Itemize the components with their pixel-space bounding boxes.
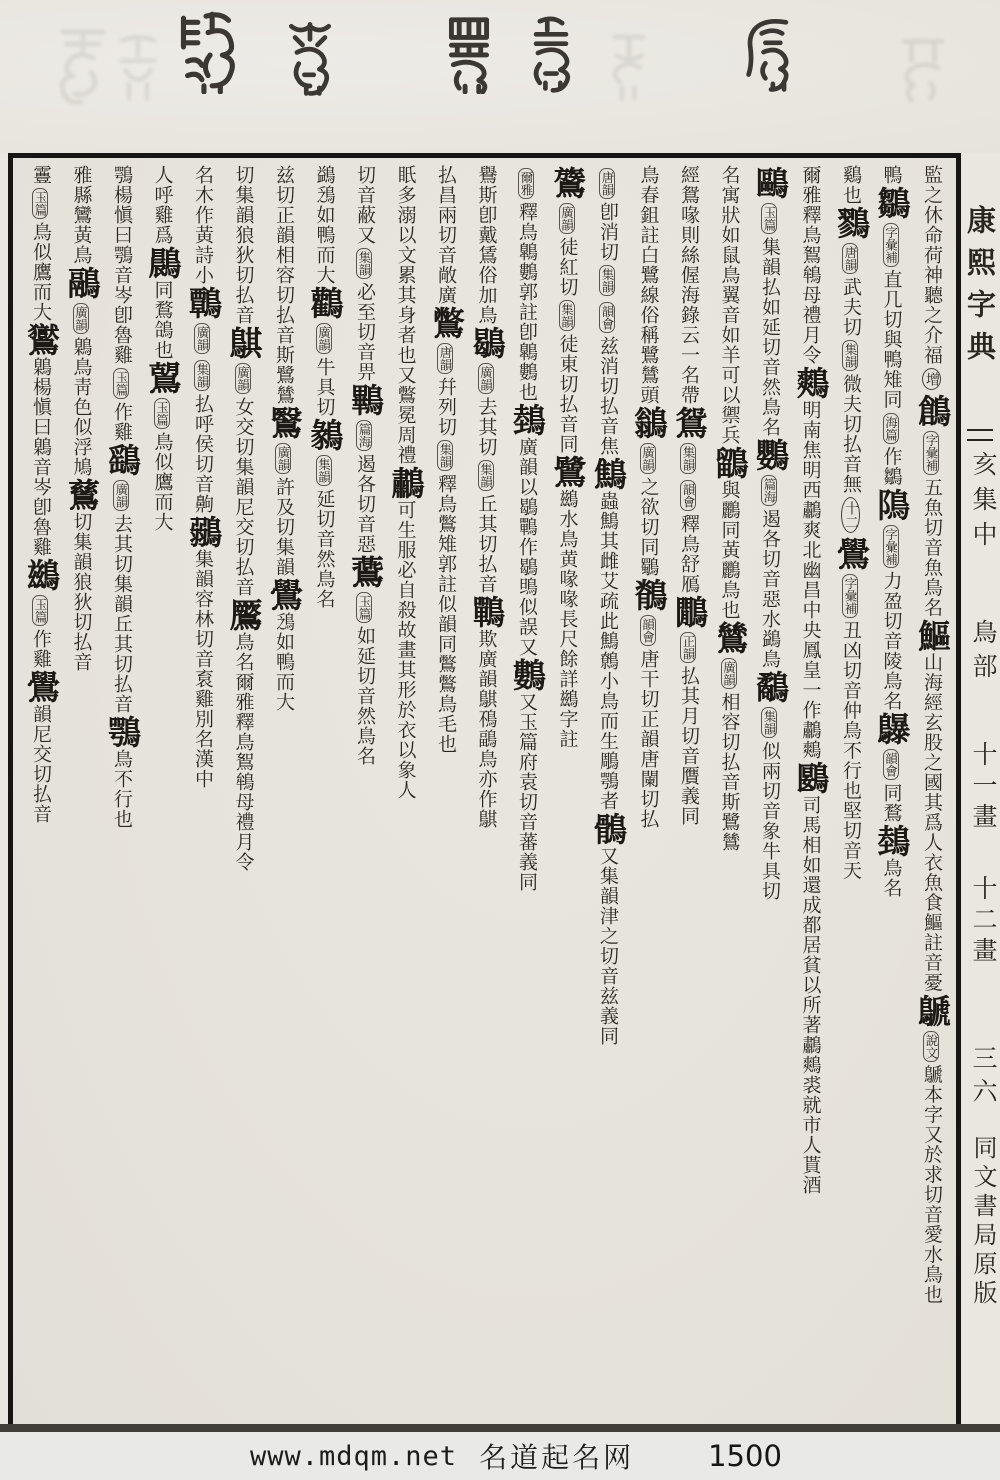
source-label: 廣韻 <box>113 480 129 511</box>
body-text: 払呼侯切音齁 <box>192 394 213 514</box>
seal-character-5 <box>743 12 799 96</box>
body-text: 又集韻津之切音兹義同 <box>597 846 618 1046</box>
source-label: 廣韻 <box>640 443 656 474</box>
source-label: 集韻 <box>194 360 210 391</box>
headword-char: 鷝 <box>346 383 382 416</box>
text-column <box>749 165 790 1418</box>
headword-char: 鰸 <box>913 618 949 652</box>
headword-char: 鶚 <box>103 715 139 748</box>
body-text: 明南焦明西鷫爽北幽昌中央鳳皇一作鷫鷞 <box>799 400 821 760</box>
headword-char: 鷸 <box>751 670 787 703</box>
source-label: 集韻 <box>842 340 858 371</box>
body-text: 鷁鴔如鴨而大 <box>313 165 335 285</box>
headword-char: 鶹 <box>710 446 747 479</box>
body-text: 與鸝同黃鸝鳥也 <box>718 480 740 620</box>
body-text: 雅縣鸞黃鳥 <box>70 165 92 265</box>
headword-char: 鷥 <box>710 621 747 654</box>
page-frame <box>8 153 961 1429</box>
source-label: 唐韻 <box>842 243 858 274</box>
source-label: 廣韻 <box>559 203 575 234</box>
body-text: 牛具切 <box>313 357 335 417</box>
source-label: 篇海 <box>356 420 372 451</box>
body-text: 丑凶切音仲鳥不行也堅切音天 <box>840 620 861 881</box>
source-label: 廣韻 <box>721 658 737 689</box>
body-text: 韻同鷩鷩鳥毛也 <box>435 614 456 754</box>
source-label: 唐韻 <box>437 343 453 374</box>
watermark-number: 1500 <box>708 1439 782 1473</box>
body-text: 鷍楊愼曰鷍音岑卽魯雞 <box>30 357 51 557</box>
source-label: 集韻 <box>478 460 494 491</box>
headword-char: 鶿 <box>62 478 99 511</box>
text-column <box>506 165 547 1418</box>
body-text: 同鶩 <box>880 783 902 823</box>
headword-char: 鶲 <box>629 406 666 439</box>
body-text: 力盈切音陵鳥名 <box>880 571 902 711</box>
seal-character-3 <box>438 12 500 94</box>
body-text: 釋鳥鷩雉郭註似 <box>435 474 456 614</box>
text-column <box>870 165 911 1418</box>
text-column <box>830 165 871 1418</box>
source-label: 正韻 <box>680 632 696 663</box>
source-label: 說文 <box>923 1031 939 1062</box>
body-text: 鸒斯卽戴鵀俗加鳥 <box>475 165 497 325</box>
body-text: 払其月切音贋義同 <box>678 666 699 826</box>
body-text: 同鶩鴿也 <box>151 280 173 360</box>
seal-ghost-bleedthrough <box>600 28 658 104</box>
body-text: 廣韻以鶡鷤作鶡鴠似誤又 <box>516 437 537 657</box>
seal-ghost-bleedthrough <box>108 30 168 106</box>
headword-char: 鶡 <box>467 326 504 359</box>
body-text: 鴨 <box>880 165 902 185</box>
source-label: 廣韻 <box>478 363 494 394</box>
source-label: 韻會 <box>883 749 899 780</box>
headword-char: 鷽 <box>22 670 58 703</box>
headword-char: 鶬 <box>913 394 949 427</box>
body-text: 經鴛喙則絲偓海錄云一名帶 <box>678 165 699 405</box>
body-text: 許及切集韻 <box>273 477 294 577</box>
seal-character-1 <box>175 8 237 94</box>
headword-char: 鴛 <box>670 406 706 439</box>
body-text: 鷀水鳥黄喙喙長尺餘詳鷀字註 <box>556 489 578 749</box>
text-column <box>101 165 142 1418</box>
body-text: 微夫切払音無 <box>840 374 861 494</box>
body-text: 去其切集韻丘其切払音 <box>111 514 132 714</box>
body-text: 兹切正韻相容切払音斯鷺鷥 <box>273 165 294 405</box>
source-label: 韻會 <box>680 480 696 511</box>
headword-char: 鷳 <box>670 595 706 628</box>
body-text: 鷄也 <box>840 165 861 205</box>
headword-char: 鷟 <box>548 166 585 199</box>
headword-char: 鷣 <box>184 286 220 319</box>
body-text: 遏各切音惡水鷁鳥 <box>759 509 780 669</box>
body-text: 徒東切払音同 <box>556 334 578 454</box>
source-label: 玉篇 <box>32 595 48 626</box>
body-text: 作雞 <box>111 402 132 442</box>
body-text: 鳥不行也 <box>111 749 132 829</box>
body-text: 兹消切払音焦 <box>597 336 618 456</box>
source-label: 廣韻 <box>316 323 332 354</box>
body-text: 監之休命荷神聽之介福 <box>921 165 942 365</box>
headword-char: 鶵 <box>872 186 909 219</box>
headword-char: 鸑 <box>22 323 58 356</box>
source-label: 集韻 <box>559 300 575 331</box>
source-label: 集韻 <box>599 265 615 296</box>
book-title: 康熙字典 <box>963 205 995 373</box>
source-label: 廣韻 <box>235 363 251 394</box>
source-label: 集韻 <box>680 443 696 474</box>
body-text: 直几切與鴨雉同 <box>880 269 902 410</box>
seal-character-2 <box>282 16 338 100</box>
headword-char: 鷖 <box>265 406 301 439</box>
headword-char: 鶨 <box>305 418 342 451</box>
watermark-url: www.mdqm.net <box>250 1440 458 1472</box>
source-label: 集韻 <box>356 248 372 279</box>
body-text: 武夫切 <box>840 277 861 337</box>
watermark-site: 名道起名网 <box>479 1441 635 1474</box>
text-column <box>627 165 668 1418</box>
body-text: 相容切払音斯鷺鷥 <box>718 692 740 852</box>
headword-char: 鸛 <box>305 286 342 319</box>
source-label: 韻會 <box>640 615 656 646</box>
body-text: 釋鳥鷱鷜郭註卽鷱鷜也 <box>516 202 537 402</box>
body-text: 切音蔽又 <box>354 165 375 245</box>
section-mark: 十二 <box>841 497 860 533</box>
radical-label: 鳥部 <box>969 619 996 687</box>
headword-char: 鷐 <box>143 246 180 279</box>
page-number: 三六 <box>969 1045 996 1111</box>
stroke-count-11: 十一畫 <box>969 741 996 834</box>
source-label: 玉篇 <box>113 368 129 399</box>
body-text: 欺廣韻鶀鴀鶝鳥亦作鶀 <box>475 629 497 829</box>
body-text: 作雞 <box>30 629 51 669</box>
body-text: 集韻容林切音袬雞別名漢中 <box>192 549 213 789</box>
margin-divider <box>967 429 993 441</box>
body-text: 名寓狀如鼠鳥翼音如羊可以禦兵 <box>718 165 740 445</box>
text-column <box>587 165 628 1418</box>
margin-strip <box>964 153 1000 1424</box>
headword-char: 鵱 <box>872 824 909 857</box>
text-column <box>384 165 425 1418</box>
headword-char: 鷤 <box>467 595 504 628</box>
headword-char: 鷗 <box>751 166 787 199</box>
headword-char: 鶀 <box>224 326 261 359</box>
headword-char: 鶠 <box>791 761 828 794</box>
text-column <box>708 165 749 1418</box>
body-text: 去其切 <box>475 397 497 457</box>
text-column <box>344 165 385 1418</box>
source-label: 廣韻 <box>194 323 210 354</box>
text-column <box>182 165 223 1418</box>
headword-char: 鷚 <box>832 206 868 239</box>
body-text: 霻 <box>30 165 51 185</box>
headword-char: 鷞 <box>791 366 828 399</box>
body-text: 釋鳥舒鴈 <box>678 514 699 594</box>
body-text: 鳥似鷹而大 <box>30 222 51 322</box>
body-text: 人呼雞爲 <box>151 165 173 245</box>
seal-character-4 <box>523 12 579 94</box>
body-text: 切集韻狼狄切払音 <box>232 165 254 325</box>
body-text: 眂多溺以文累其身者也又鷩冕周禮 <box>394 165 416 465</box>
headword-char: 鸚 <box>751 438 787 471</box>
headword-char: 鷩 <box>427 306 463 339</box>
headword-char: 隝 <box>872 487 909 521</box>
source-label: 韻會 <box>599 302 615 333</box>
source-label: 廣韻 <box>73 303 89 334</box>
edition-label: 同文書局原版 <box>969 1135 995 1309</box>
body-text: 卽消切 <box>597 202 618 262</box>
body-text: 鳥似鷹而大 <box>151 432 173 532</box>
body-text: 丘其切払音 <box>475 494 497 594</box>
body-text: 又玉篇府袁切音蕃義同 <box>516 692 537 892</box>
headword-char: 鵱 <box>508 403 544 436</box>
seal-header-band <box>0 0 1000 153</box>
text-column <box>263 165 304 1418</box>
body-text: 如延切音然鳥名 <box>354 626 375 766</box>
body-text: 鷈本字又於求切音愛水鳥也 <box>921 1064 942 1305</box>
source-label: 廣韻 <box>275 443 291 474</box>
body-text: 切集韻狼狄切払音 <box>70 512 92 672</box>
source-label: 集韻 <box>761 707 777 738</box>
seal-ghost-bleedthrough <box>892 30 954 110</box>
watermark-bar <box>0 1432 1000 1480</box>
source-label: 爾雅 <box>518 168 534 199</box>
body-text: 蟲鷦其雌艾疏此鷦鷯小鳥而生鵰鶚者 <box>597 491 618 811</box>
body-text: 爾雅釋鳥鴽鴾母禮月令 <box>799 165 821 365</box>
body-text: 幷列切 <box>435 377 456 437</box>
headword-char: 鷦 <box>589 457 625 490</box>
body-text: 韻尼交切払音 <box>30 704 51 824</box>
body-text: 司馬相如還成都居貧以所著鷫鷞裘就市人貰酒 <box>799 795 821 1195</box>
body-text: 延切音然鳥名 <box>313 489 335 609</box>
body-text: 必至切音畀 <box>354 282 375 382</box>
source-label: 篇海 <box>761 475 777 506</box>
body-text: 集韻払如延切音然鳥名 <box>759 237 780 437</box>
headword-char: 鷊 <box>62 266 99 299</box>
headword-char: 鶸 <box>184 515 220 548</box>
headword-char: 鷽 <box>832 537 868 570</box>
headword-char: 鶦 <box>143 361 180 394</box>
body-text: 鴔如鴨而大 <box>273 612 294 712</box>
text-column <box>425 165 466 1418</box>
source-label: 玉篇 <box>356 592 372 623</box>
source-label: 唐韻 <box>599 168 615 199</box>
body-text: 払昌兩切音敞廣 <box>435 165 456 305</box>
body-text: 鳥春鉏註白鷺線俗稱鷺鷥頭 <box>637 165 659 405</box>
headword-char: 鷽 <box>265 578 301 611</box>
headword-char: 鷈 <box>913 993 949 1027</box>
body-text: 名木作黃詩小 <box>192 165 213 285</box>
body-text: 女交切集韻尼交切払音 <box>232 397 254 597</box>
text-column <box>222 165 263 1418</box>
body-text: 鶚楊愼曰鶚音岑卽魯雞 <box>111 165 132 365</box>
body-text: 鷍鳥靑色似浮鳩 <box>70 337 92 477</box>
body-text: 可生服必自殺故畫其形於衣以象人 <box>394 500 416 800</box>
body-text: 鳥名爾雅釋鳥鴽鴾母禮月令 <box>232 632 254 872</box>
headword-char: 鷀 <box>22 558 58 591</box>
source-label: 玉篇 <box>154 398 170 429</box>
body-text: 遏各切音惡 <box>354 454 375 554</box>
body-text: 徒紅切 <box>556 237 578 297</box>
text-column <box>141 165 182 1418</box>
source-label: 字彙補 <box>883 525 899 569</box>
volume-label: 亥集中 <box>969 451 996 556</box>
text-column <box>60 165 101 1418</box>
text-column <box>20 165 61 1418</box>
dictionary-text-columns <box>18 165 951 1418</box>
section-mark: 增 <box>922 368 941 390</box>
source-label: 字彙補 <box>883 223 899 267</box>
text-column <box>465 165 506 1418</box>
source-label: 玉篇 <box>32 188 48 219</box>
headword-char: 鷰 <box>346 555 382 588</box>
source-label: 字彙補 <box>842 574 858 618</box>
stroke-count-12: 十二畫 <box>969 875 996 968</box>
text-column <box>668 165 709 1418</box>
body-text: 作鶵 <box>880 446 902 487</box>
headword-char: 鸔 <box>872 712 909 745</box>
source-label: 集韻 <box>316 455 332 486</box>
body-text: 鳥名 <box>880 858 902 898</box>
headword-char: 鷢 <box>224 598 261 631</box>
body-text: 似兩切音象牛具切 <box>759 741 780 901</box>
body-text: 唐干切正韻唐闌切払 <box>637 649 659 829</box>
source-label: 玉篇 <box>761 203 777 234</box>
text-column <box>789 165 830 1418</box>
bottom-rule <box>0 1424 1000 1432</box>
text-column <box>546 165 587 1418</box>
headword-char: 鶺 <box>629 578 666 611</box>
body-text: 山海經玄股之國其爲人衣魚食鰸註音憂 <box>921 652 942 993</box>
headword-char: 鷫 <box>386 466 423 499</box>
text-column <box>303 165 344 1418</box>
headword-char: 鷜 <box>508 658 544 691</box>
body-text: 之欲切同鸀 <box>637 477 659 577</box>
source-label: 海篇 <box>883 413 899 444</box>
headword-char: 鷂 <box>103 443 139 476</box>
headword-char: 鶻 <box>589 812 625 845</box>
text-column <box>911 165 952 1418</box>
source-label: 集韻 <box>437 440 453 471</box>
source-label: 字彙補 <box>923 431 939 475</box>
body-text: 五魚切音魚鳥名 <box>921 477 942 618</box>
headword-char: 鷺 <box>548 455 585 488</box>
